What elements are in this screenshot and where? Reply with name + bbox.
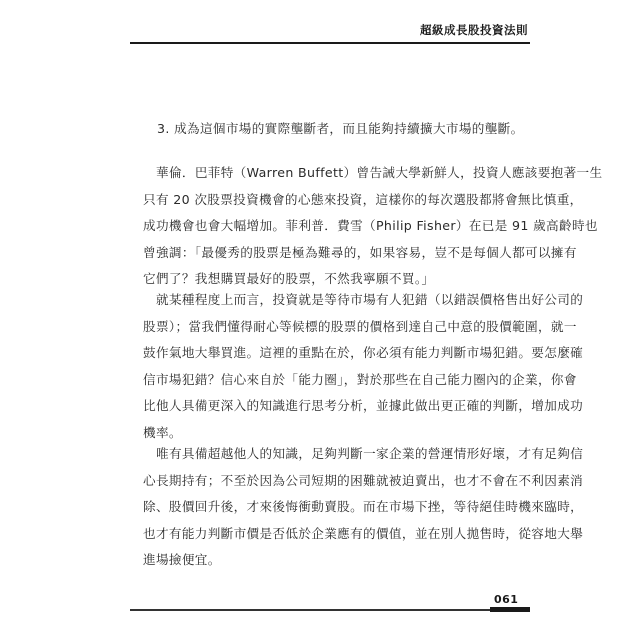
- header-rule: [130, 42, 530, 44]
- text-line: 比他人具備更深入的知識進行思考分析，並據此做出更正確的判斷，增加成功: [143, 398, 584, 414]
- text-line: 華倫．巴菲特（Warren Buffett）曾告誡大學新鮮人，投資人應該要抱著一生: [156, 165, 603, 180]
- text-line: 3. 成為這個市場的實際壟斷者，而且能夠持續擴大市場的壟斷。: [157, 121, 524, 136]
- text-line: 機率。: [143, 424, 182, 440]
- text-line: 曾強調：「最優秀的股票是極為難尋的，如果容易，豈不是每個人都可以擁有: [143, 244, 577, 260]
- paragraph-1: [143, 116, 524, 143]
- text-line: 股票）；當我們懂得耐心等候標的股票的價格到達自己中意的股價範圍，就一: [143, 318, 577, 334]
- footer-rule: [130, 609, 490, 611]
- page-number: 061: [494, 593, 519, 606]
- text-line: 它們了？我想購買最好的股票，不然我寧願不買。」: [143, 271, 435, 287]
- text-line: 唯有具備超越他人的知識，足夠判斷一家企業的營運情形好壞，才有足夠信: [156, 446, 584, 461]
- paragraph-4: [143, 441, 584, 574]
- text-line: 就某種程度上而言，投資就是等待市場有人犯錯（以錯誤價格售出好公司的: [156, 292, 584, 307]
- text-line: 鼓作氣地大舉買進。這裡的重點在於，你必須有能力判斷市場犯錯。要怎麼確: [143, 345, 584, 361]
- text-line: 成功機會也會大幅增加。菲利普．費雪（Philip Fisher）在已是 91 歲高齡時也: [143, 218, 598, 234]
- text-line: 心長期持有；不至於因為公司短期的困難就被迫賣出，也才不會在不利因素消: [143, 472, 584, 488]
- paragraph-2: [143, 160, 603, 293]
- text-line: 除、股價回升後，才來後悔衝動賣股。而在市場下挫，等待絕佳時機來臨時，: [143, 499, 584, 515]
- text-line: 進場撿便宜。: [143, 552, 221, 568]
- footer-accent-bar: [490, 607, 530, 612]
- text-line: 只有 20 次股票投資機會的心態來投資，這樣你的每次選股都將會無比慎重，: [143, 191, 583, 207]
- text-line: 也才有能力判斷市價是否低於企業應有的價值，並在別人拋售時，從容地大舉: [143, 525, 584, 541]
- paragraph-3: [143, 287, 584, 447]
- running-header-title: 超級成長股投資法則: [420, 23, 528, 37]
- text-line: 信市場犯錯？信心來自於「能力圈」，對於那些在自己能力圈內的企業，你會: [143, 371, 577, 387]
